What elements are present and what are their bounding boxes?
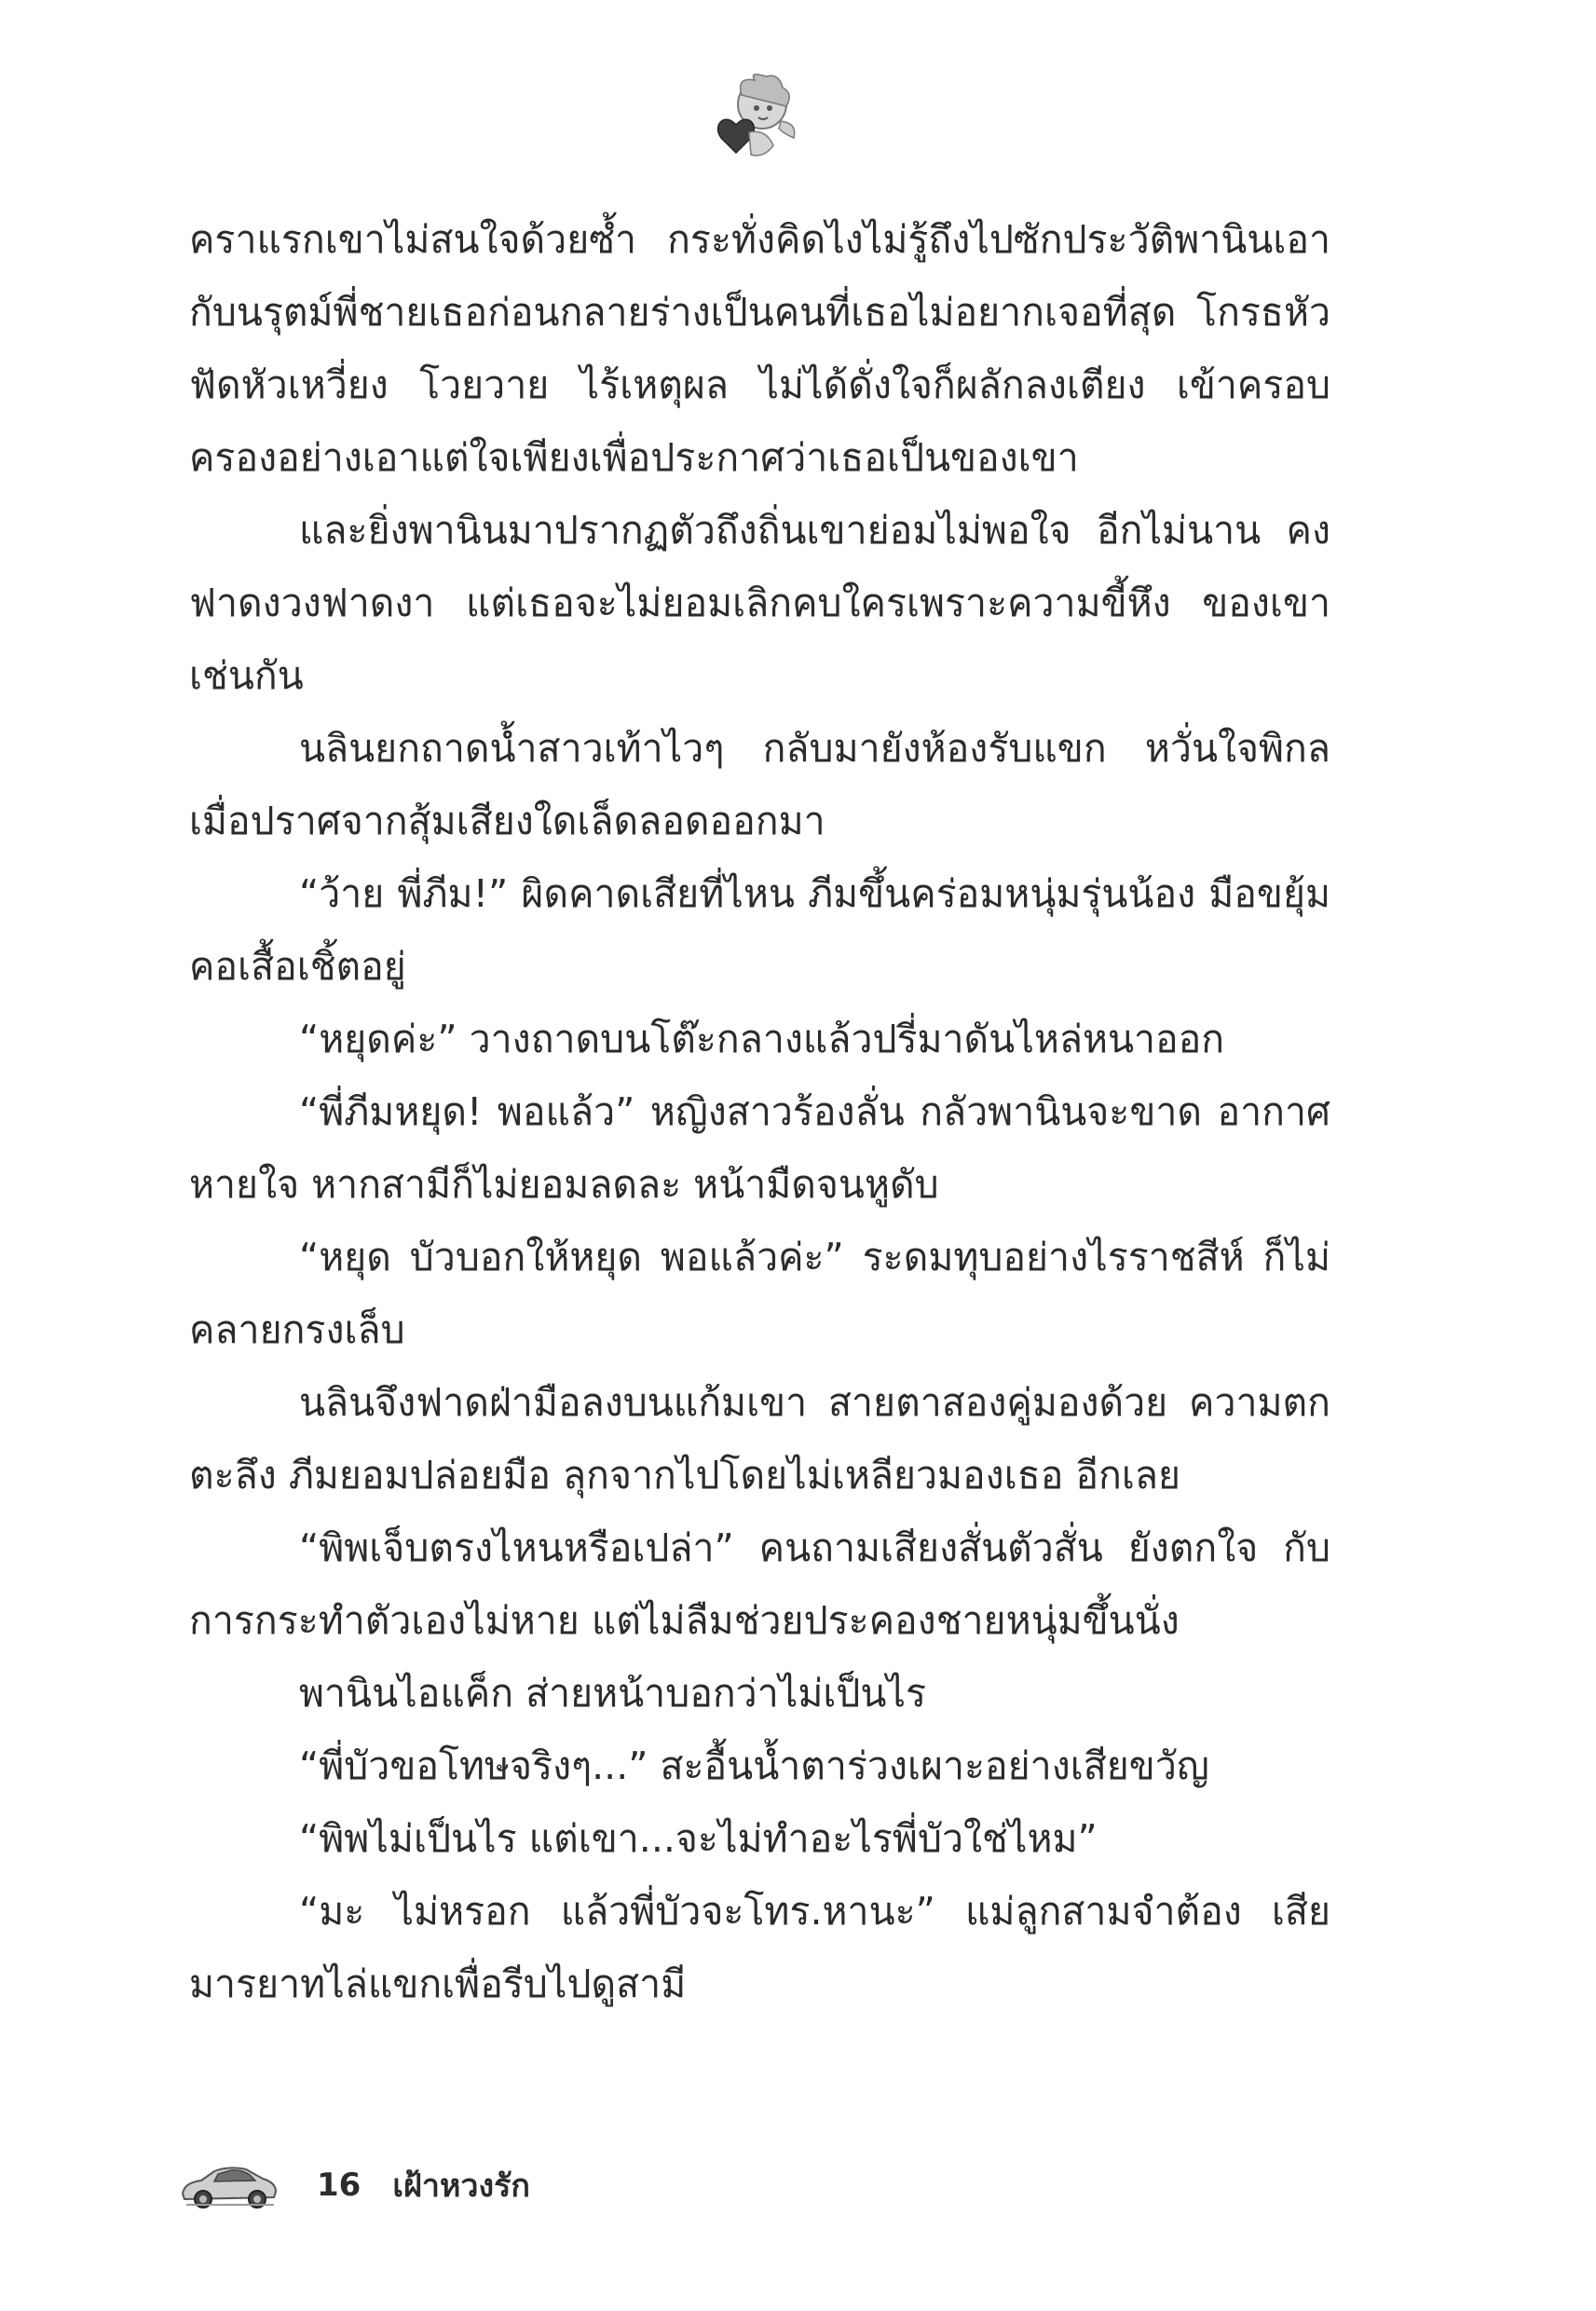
story-text xyxy=(189,203,1330,2020)
paragraph: “มะ ไม่หรอก แล้วพี่บัวจะโทร.หานะ” แม่ลูกสามจำต้อง เสียมารยาทไล่แขกเพื่อรีบไปดูสามี xyxy=(189,1889,1330,2006)
paragraph: “พี่บัวขอโทษจริงๆ...” สะอื้นน้ำตาร่วงเผาะอย่างเสียขวัญ xyxy=(299,1744,1209,1788)
page-footer xyxy=(177,2143,530,2227)
book-title: เฝ้าหวงรัก xyxy=(392,2167,530,2205)
paragraph: คราแรกเขาไม่สนใจด้วยซ้ำ กระทั่งคิดไงไม่รู้ถึงไปซักประวัติพานินเอากับนรุตม์พี่ชายเธอก่อนกลายร่างเป็นคนที่เธอไม่อยากเจอที่สุด โกรธหัวฟัดหัวเหวี่ยง โวยวาย ไร้เหตุผล ไม่ได้ดั่งใจก็ผลักลงเตียง เข้าครอบครองอย่างเอาแต่ใจเพียงเพื่อประกาศว่าเธอเป็นของเขา xyxy=(189,217,1330,480)
paragraph: “พิพเจ็บตรงไหนหรือเปล่า” คนถามเสียงสั่นตัวสั่น ยังตกใจ กับการกระทำตัวเองไม่หาย แต่ไม่ลืมช่วยประคองชายหนุ่มขึ้นนั่ง xyxy=(189,1525,1330,1643)
car-icon xyxy=(177,2158,280,2212)
paragraph: “พี่ภีมหยุด! พอแล้ว” หญิงสาวร้องลั่น กลัวพานินจะขาด อากาศหายใจ หากสามีก็ไม่ยอมลดละ หน้ามืดจนหูดับ xyxy=(189,1089,1330,1207)
paragraph: และยิ่งพานินมาปรากฏตัวถึงถิ่นเขาย่อมไม่พอใจ อีกไม่นาน คงฟาดงวงฟาดงา แต่เธอจะไม่ยอมเลิกคบใครเพราะความขี้หึง ของเขาเช่นกัน xyxy=(189,508,1330,698)
cherub-heart-icon xyxy=(708,67,801,166)
paragraph: พานินไอแค็ก ส่ายหน้าบอกว่าไม่เป็นไร xyxy=(299,1671,927,1716)
paragraph: “หยุดค่ะ” วางถาดบนโต๊ะกลางแล้วปรี่มาดันไหล่หนาออก xyxy=(299,1017,1225,1061)
paragraph: นลินจึงฟาดฝ่ามือลงบนแก้มเขา สายตาสองคู่มองด้วย ความตกตะลึง ภีมยอมปล่อยมือ ลุกจากไปโดยไม่เหลียวมองเธอ อีกเลย xyxy=(189,1380,1330,1497)
paragraph: “หยุด บัวบอกให้หยุด พอแล้วค่ะ” ระดมทุบอย่างไรราชสีห์ ก็ไม่คลายกรงเล็บ xyxy=(189,1235,1330,1352)
paragraph: “พิพไม่เป็นไร แต่เขา...จะไม่ทำอะไรพี่บัวใช่ไหม” xyxy=(299,1816,1098,1861)
paragraph: นลินยกถาดน้ำสาวเท้าไวๆ กลับมายังห้องรับแขก หวั่นใจพิกล เมื่อปราศจากสุ้มเสียงใดเล็ดลอดออกมา xyxy=(189,726,1330,843)
page-number: 16 xyxy=(317,2167,361,2204)
paragraph: “ว้าย พี่ภีม!” ผิดคาดเสียที่ไหน ภีมขึ้นคร่อมหนุ่มรุ่นน้อง มือขยุ้มคอเสื้อเชิ้ตอยู่ xyxy=(189,871,1330,989)
